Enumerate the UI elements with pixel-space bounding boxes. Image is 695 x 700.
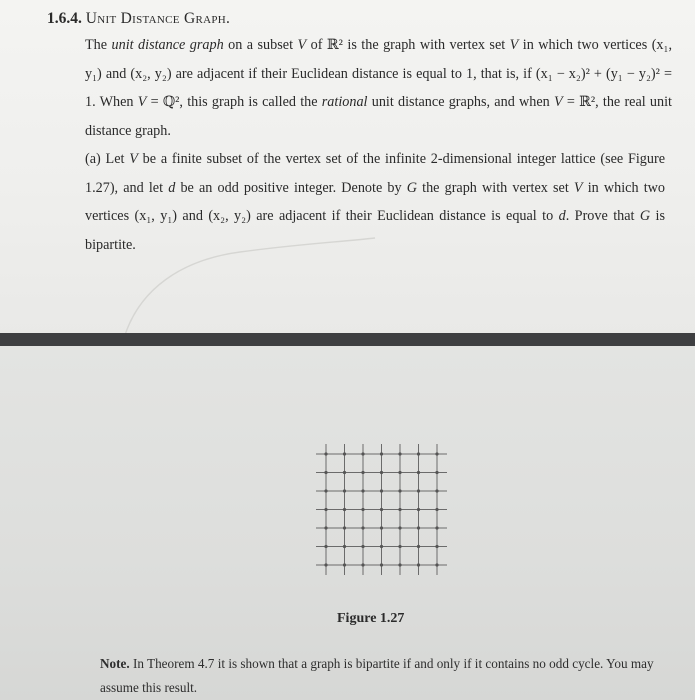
figure-caption: Figure 1.27 (337, 611, 405, 626)
lattice-vertex (343, 452, 346, 455)
lattice-vertex (380, 526, 383, 529)
lattice-vertex (361, 508, 364, 511)
lattice-vertex (398, 508, 401, 511)
integer-lattice-figure (312, 440, 452, 590)
lattice-vertex (398, 471, 401, 474)
lattice-vertex (417, 452, 420, 455)
lattice-vertex (343, 471, 346, 474)
lattice-vertex (361, 471, 364, 474)
lattice-vertex (417, 489, 420, 492)
exercise-part-a: (a) Let V be a finite subset of the vertex set of the infinite 2-dimensional integer lattice (see Figure 1.27), and let d be an odd positive integer. Denote by G the graph with vertex set V in which two vertices (x₁, y₁) and (x₂, y₂) are adjacent if their Euclidean distance is equal to d. Prove that G is bipartite. (85, 151, 666, 253)
lattice-vertex (324, 563, 327, 566)
lattice-vertex (435, 508, 438, 511)
lattice-vertex (361, 563, 364, 566)
lattice-vertex (343, 563, 346, 566)
lattice-vertex (343, 526, 346, 529)
lattice-vertex (380, 489, 383, 492)
lattice-vertex (380, 471, 383, 474)
lattice-vertex (380, 563, 383, 566)
lattice-vertex (435, 471, 438, 474)
lattice-vertex (417, 471, 420, 474)
lattice-vertex (361, 452, 364, 455)
note-text: In Theorem 4.7 it is shown that a graph is bipartite if and only if it contains no odd cycle. You may assume this result. (100, 656, 654, 695)
lattice-vertex (398, 489, 401, 492)
lattice-vertex (417, 563, 420, 566)
lattice-vertex (361, 545, 364, 548)
note-paragraph (100, 652, 660, 700)
lattice-vertex (324, 545, 327, 548)
lattice-vertex (398, 563, 401, 566)
lattice-vertex (343, 489, 346, 492)
lattice-vertex (417, 545, 420, 548)
lattice-vertex (361, 489, 364, 492)
page-divider (0, 333, 695, 346)
section-title: Unit Distance Graph. (85, 10, 231, 27)
lattice-vertex (343, 545, 346, 548)
lattice-vertex (380, 545, 383, 548)
lattice-vertex (324, 526, 327, 529)
lattice-vertex (324, 471, 327, 474)
lattice-vertex (417, 526, 420, 529)
lattice-vertex (398, 545, 401, 548)
lattice-vertex (435, 545, 438, 548)
lattice-vertex (361, 526, 364, 529)
definition-paragraph: The unit distance graph on a subset V of ℝ² is the graph with vertex set V in which two vertices (x₁, y₁) and (x₂, y₂) are adjacent if their Euclidean distance is equal to 1, that is, if (x₁ − x₂)² + (y₁ − y₂)² = 1. When V = ℚ², this graph is called the rational unit distance graphs, and when V = ℝ², the real unit distance graph. (85, 37, 673, 139)
lattice-vertex (324, 452, 327, 455)
lattice-vertex (324, 508, 327, 511)
lattice-vertex (398, 526, 401, 529)
section-number: 1.6.4. (47, 10, 82, 27)
lattice-vertex (324, 489, 327, 492)
lattice-vertex (417, 508, 420, 511)
lattice-vertex (343, 508, 346, 511)
lattice-vertex (435, 489, 438, 492)
note-label: Note. (100, 656, 130, 671)
lattice-vertex (435, 452, 438, 455)
lattice-vertex (435, 563, 438, 566)
lattice-vertex (380, 508, 383, 511)
lattice-vertex (398, 452, 401, 455)
lattice-vertex (435, 526, 438, 529)
lattice-vertex (380, 452, 383, 455)
section-heading (47, 10, 230, 28)
